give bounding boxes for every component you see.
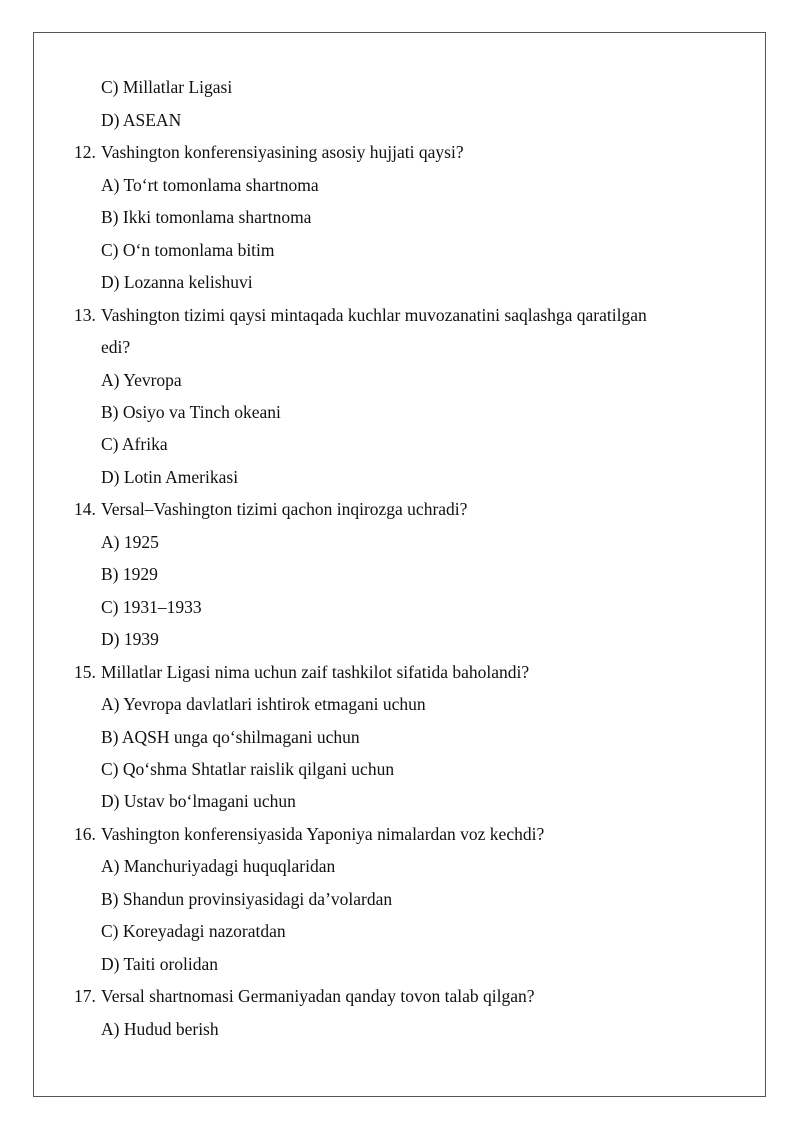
question <box>74 142 464 162</box>
question <box>74 499 467 519</box>
option: D) 1939 <box>101 629 159 649</box>
question <box>74 824 544 844</box>
question <box>74 662 529 682</box>
option: A) Hudud berish <box>101 1019 219 1039</box>
option: C) Koreyadagi nazoratdan <box>101 921 286 941</box>
question-number: 12. <box>74 142 96 162</box>
option: B) AQSH unga qo‘shilmagani uchun <box>101 727 360 747</box>
option: C) 1931–1933 <box>101 597 202 617</box>
option: B) Shandun provinsiyasidagi da’volardan <box>101 889 393 909</box>
option: A) Yevropa davlatlari ishtirok etmagani uchun <box>101 694 426 714</box>
question-text-continuation: edi? <box>101 337 131 357</box>
question-text: Vashington konferensiyasining asosiy hujjati qaysi? <box>101 142 464 162</box>
question-number: 16. <box>74 824 96 844</box>
question-text: Millatlar Ligasi nima uchun zaif tashkilot sifatida baholandi? <box>101 662 530 682</box>
option: C) Millatlar Ligasi <box>101 77 233 97</box>
option: B) Osiyo va Tinch okeani <box>101 402 281 422</box>
question-text: Vashington konferensiyasida Yaponiya nimalardan voz kechdi? <box>101 824 545 844</box>
option: A) 1925 <box>101 532 159 552</box>
option: C) Qo‘shma Shtatlar raislik qilgani uchun <box>101 759 395 779</box>
option: A) Yevropa <box>101 370 182 390</box>
option: B) 1929 <box>101 564 158 584</box>
option: C) Afrika <box>101 434 168 454</box>
question-text: Vashington tizimi qaysi mintaqada kuchlar muvozanatini saqlashga qaratilgan <box>101 305 647 325</box>
option: B) Ikki tomonlama shartnoma <box>101 207 312 227</box>
question-number: 15. <box>74 662 96 682</box>
question-number: 13. <box>74 305 96 325</box>
option: C) O‘n tomonlama bitim <box>101 240 275 260</box>
option: D) ASEAN <box>101 110 182 130</box>
question <box>74 305 647 325</box>
option: A) Manchuriyadagi huquqlaridan <box>101 856 336 876</box>
option: D) Lotin Amerikasi <box>101 467 239 487</box>
option: A) To‘rt tomonlama shartnoma <box>101 175 319 195</box>
question-text: Versal–Vashington tizimi qachon inqirozga uchradi? <box>101 499 468 519</box>
question-number: 17. <box>74 986 96 1006</box>
option: D) Taiti orolidan <box>101 954 219 974</box>
question-number: 14. <box>74 499 96 519</box>
question <box>74 986 534 1006</box>
option: D) Ustav bo‘lmagani uchun <box>101 791 296 811</box>
question-text: Versal shartnomasi Germaniyadan qanday tovon talab qilgan? <box>101 986 535 1006</box>
option: D) Lozanna kelishuvi <box>101 272 253 292</box>
